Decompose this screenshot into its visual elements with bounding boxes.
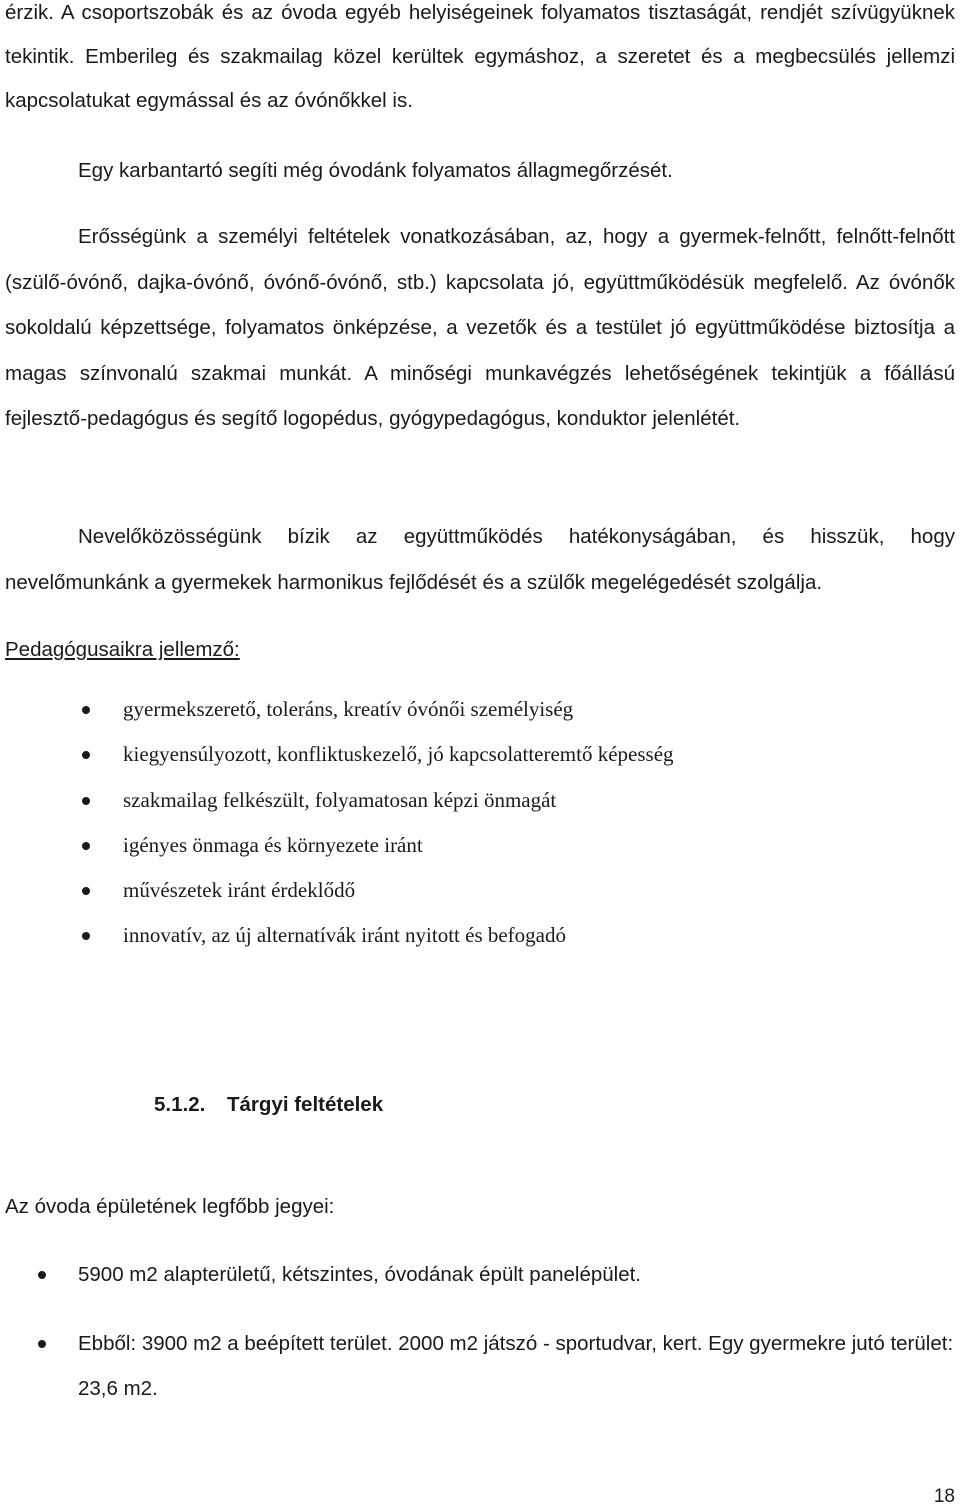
list-item-text: Ebből: 3900 m2 a beépített terület. 2000 m2 játszó - sportudvar, kert. Egy gyermekre jutó terület: 23,6 m2. <box>78 1331 954 1400</box>
bullet-icon <box>82 887 90 895</box>
section-title: Tárgyi feltételek <box>227 1093 384 1116</box>
teacher-traits-list <box>0 687 674 959</box>
list-item-text: igényes önmaga és környezete iránt <box>123 832 423 857</box>
paragraph-staff-cleanliness: érzik. A csoportszobák és az óvoda egyéb helyiségeinek folyamatos tisztaságát, rendjét szívügyüknek tekintik. Emberileg és szakmailag közel kerültek egymáshoz, a szeretet és a megbecsülés jellemzi kapcsolatukat egymással és az óvónőkkel is. <box>5 1 955 112</box>
bullet-icon <box>82 751 90 759</box>
list-item <box>0 1252 955 1298</box>
bullet-icon <box>82 797 90 805</box>
bullet-icon <box>38 1271 46 1279</box>
list-item-text: innovatív, az új alternatívák iránt nyitott és befogadó <box>123 923 566 948</box>
page-number: 18 <box>933 1486 955 1507</box>
list-item <box>0 732 674 777</box>
building-intro: Az óvoda épületének legfőbb jegyei: <box>5 1195 335 1218</box>
list-item <box>0 913 674 958</box>
paragraph-maintenance: Egy karbantartó segíti még óvodánk folyamatos állagmegőrzését. <box>78 159 673 182</box>
list-item <box>0 778 674 823</box>
bullet-icon <box>82 932 90 940</box>
list-item <box>0 687 674 732</box>
section-number: 5.1.2. <box>154 1093 206 1116</box>
list-item <box>0 823 674 868</box>
list-item-text: gyermekszerető, toleráns, kreatív óvónői személyiség <box>123 697 574 721</box>
paragraph-community: Nevelőközösségünk bízik az együttműködés hatékonyságában, és hisszük, hogy nevelőmunkánk a gyermekek harmonikus fejlődését és a szülők megelégedését szolgálja. <box>5 525 955 594</box>
list-item-text: 5900 m2 alapterületű, kétszintes, óvodának épült panelépület. <box>78 1263 641 1286</box>
list-item-text: szakmailag felkészült, folyamatosan képzi önmagát <box>123 787 557 812</box>
paragraph-strengths: Erősségünk a személyi feltételek vonatkozásában, az, hogy a gyermek-felnőtt, felnőtt-felnőtt (szülő-óvónő, dajka-óvónő, óvónő-óvónő, stb.) kapcsolata jó, együttműködésük megfelelő. Az óvónők sokoldalú képzettsége, folyamatos önképzése, a vezetők és a testület jó együttműködése biztosítja a magas színvonalú szakmai munkát. A minőségi munkavégzés lehetőségének tekintjük a főállású fejlesztő-pedagógus és segítő logopédus, gyógypedagógus, konduktor jelenlétét. <box>5 225 955 430</box>
list-item <box>0 868 674 913</box>
section-heading <box>154 1085 383 1125</box>
list-item <box>0 1321 955 1412</box>
bullet-icon <box>38 1340 46 1348</box>
teachers-heading: Pedagógusaikra jellemző: <box>5 638 240 661</box>
bullet-icon <box>82 706 90 714</box>
bullet-icon <box>82 842 90 850</box>
list-item-text: művészetek iránt érdeklődő <box>123 878 356 903</box>
list-item-text: kiegyensúlyozott, konfliktuskezelő, jó kapcsolatteremtő képesség <box>123 742 674 767</box>
building-features-list <box>0 1252 955 1412</box>
